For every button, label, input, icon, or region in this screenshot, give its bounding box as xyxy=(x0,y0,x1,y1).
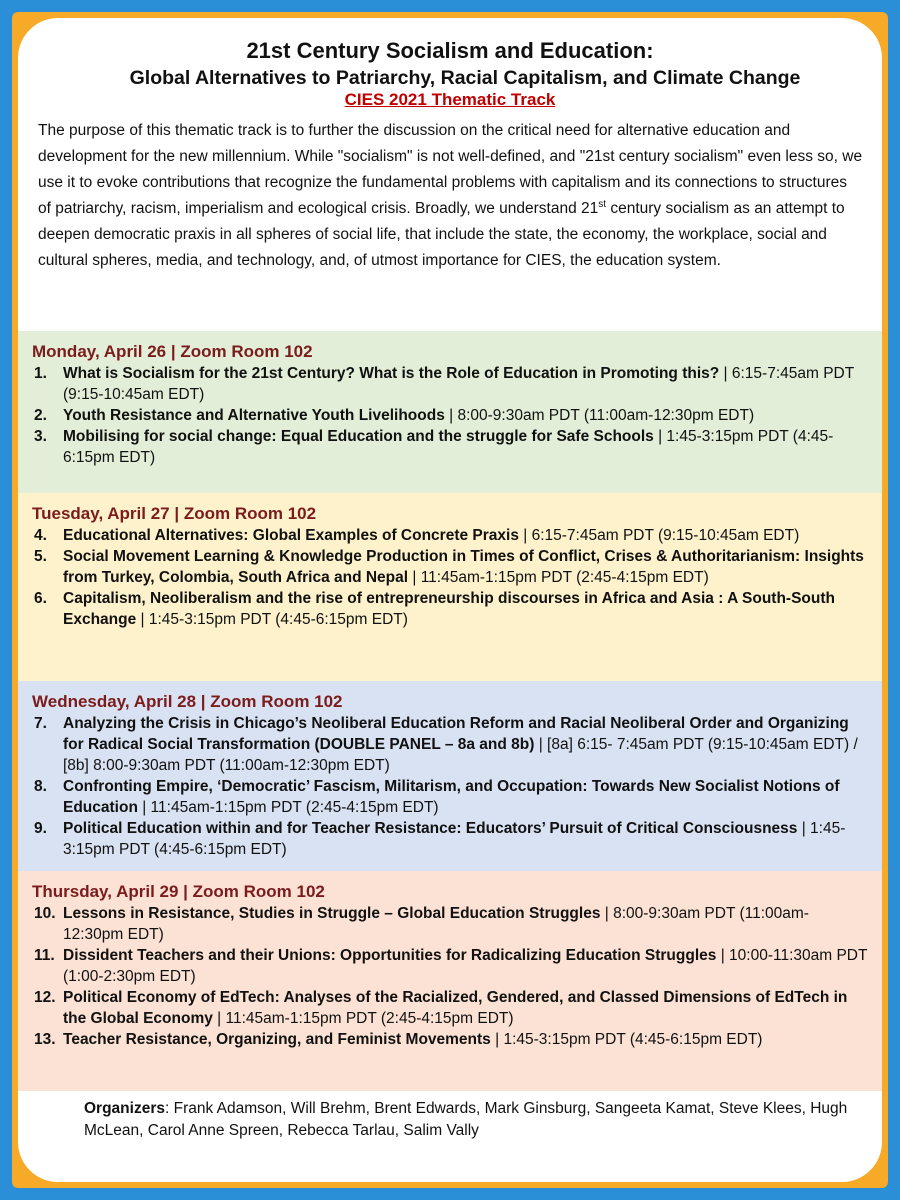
session-item xyxy=(18,987,868,1029)
session-number: 3. xyxy=(34,428,47,445)
session-item xyxy=(18,1029,868,1050)
session-title: Dissident Teachers and their Unions: Opportunities for Radicalizing Education Struggles xyxy=(63,947,717,964)
flyer-card xyxy=(18,18,882,1182)
session-title: Capitalism, Neoliberalism and the rise of entrepreneurship discourses in Africa and Asia : A South-South Exchange xyxy=(63,590,835,628)
session-number: 13. xyxy=(34,1031,56,1048)
day-heading: Tuesday, April 27 | Zoom Room 102 xyxy=(32,504,317,523)
session-title: Political Economy of EdTech: Analyses of the Racialized, Gendered, and Classed Dimensions of EdTech in the Global Economy xyxy=(63,989,848,1027)
session-title: What is Socialism for the 21st Century? What is the Role of Education in Promoting this? xyxy=(63,365,720,382)
session-time: | 8:00-9:30am PDT (11:00am-12:30pm EDT) xyxy=(63,905,809,943)
intro-text-1: The purpose of this thematic track is to further the discussion on the critical need for alternative education and development for the new millennium. While "socialism" is not well-defined, and "21st century socialism" even less so, we use it to evoke contributions that recognize the fundamental problems with capitalism and its connections to structures of patriarchy, racism, imperialism and ecological crisis. Broadly, we understand 21 xyxy=(38,122,863,217)
session-time: | 6:15-7:45am PDT (9:15-10:45am EDT) xyxy=(63,365,854,403)
session-number: 12. xyxy=(34,989,56,1006)
track-title: CIES 2021 Thematic Track xyxy=(344,90,556,109)
session-number: 7. xyxy=(34,715,47,732)
session-list xyxy=(18,363,882,468)
intro-text-2: century socialism as an attempt to deepen democratic praxis in all spheres of social life, that include the state, the economy, the workplace, social and cultural spheres, media, and technology, and, of utmost importance for CIES, the education system. xyxy=(38,200,845,269)
session-time: | 8:00-9:30am PDT (11:00am-12:30pm EDT) xyxy=(444,407,755,424)
day-heading: Wednesday, April 28 | Zoom Room 102 xyxy=(32,692,343,711)
session-title: Social Movement Learning & Knowledge Production in Times of Conflict, Crises & Authoritarianism: Insights from Turkey, Colombia, South Africa and Nepal xyxy=(63,548,864,586)
day-section-tuesday xyxy=(18,493,882,681)
session-item xyxy=(18,818,868,860)
session-title: Lessons in Resistance, Studies in Struggle – Global Education Struggles xyxy=(63,905,601,922)
session-time: | 11:45am-1:15pm PDT (2:45-4:15pm EDT) xyxy=(408,569,709,586)
session-number: 4. xyxy=(34,527,47,544)
session-item xyxy=(18,363,868,405)
session-title: Teacher Resistance, Organizing, and Feminist Movements xyxy=(63,1031,491,1048)
intro-paragraph xyxy=(38,118,864,274)
session-time: | [8a] 6:15- 7:45am PDT (9:15-10:45am EDT) / [8b] 8:00-9:30am PDT (11:00am-12:30pm EDT) xyxy=(63,736,858,774)
session-number: 11. xyxy=(34,947,55,964)
session-title: Political Education within and for Teacher Resistance: Educators’ Pursuit of Critical Consciousness xyxy=(63,820,798,837)
session-item xyxy=(18,776,868,818)
session-time: | 10:00-11:30am PDT (1:00-2:30pm EDT) xyxy=(63,947,868,985)
session-item xyxy=(18,945,868,987)
subtitle: Global Alternatives to Patriarchy, Racial Capitalism, and Climate Change xyxy=(129,67,801,89)
day-heading: Monday, April 26 | Zoom Room 102 xyxy=(32,342,313,361)
organizers xyxy=(84,1098,864,1142)
session-number: 8. xyxy=(34,778,47,795)
session-time: | 1:45-3:15pm PDT (4:45-6:15pm EDT) xyxy=(136,611,408,628)
session-item xyxy=(18,525,868,546)
day-section-wednesday xyxy=(18,681,882,871)
session-list xyxy=(18,903,882,1050)
session-time: | 1:45-3:15pm PDT (4:45-6:15pm EDT) xyxy=(63,428,834,466)
session-number: 10. xyxy=(34,905,56,922)
intro-superscript: st xyxy=(598,198,607,210)
session-title: Analyzing the Crisis in Chicago’s Neoliberal Education Reform and Racial Neoliberal Order and Organizing for Radical Social Transformation (DOUBLE PANEL – 8a and 8b) xyxy=(63,715,849,753)
session-item xyxy=(18,426,868,468)
session-item xyxy=(18,405,868,426)
session-time: | 1:45-3:15pm PDT (4:45-6:15pm EDT) xyxy=(63,820,846,858)
session-time: | 11:45am-1:15pm PDT (2:45-4:15pm EDT) xyxy=(137,799,439,816)
session-number: 1. xyxy=(34,365,47,382)
session-time: | 1:45-3:15pm PDT (4:45-6:15pm EDT) xyxy=(490,1031,763,1048)
day-section-thursday xyxy=(18,871,882,1091)
session-number: 5. xyxy=(34,548,47,565)
session-title: Youth Resistance and Alternative Youth Livelihoods xyxy=(63,407,445,424)
session-item xyxy=(18,546,868,588)
session-title: Confronting Empire, ‘Democratic’ Fascism, Militarism, and Occupation: Towards New Socialist Notions of Education xyxy=(63,778,840,816)
session-list xyxy=(18,525,882,630)
session-list xyxy=(18,713,882,860)
session-title: Educational Alternatives: Global Examples of Concrete Praxis xyxy=(63,527,519,544)
organizers-label: Organizers xyxy=(84,1100,165,1117)
session-number: 2. xyxy=(34,407,47,424)
day-heading: Thursday, April 29 | Zoom Room 102 xyxy=(32,882,325,901)
session-title: Mobilising for social change: Equal Education and the struggle for Safe Schools xyxy=(63,428,654,445)
session-time: | 11:45am-1:15pm PDT (2:45-4:15pm EDT) xyxy=(212,1010,514,1027)
main-title: 21st Century Socialism and Education: xyxy=(246,38,654,63)
day-section-monday xyxy=(18,331,882,493)
organizers-names: : Frank Adamson, Will Brehm, Brent Edwards, Mark Ginsburg, Sangeeta Kamat, Steve Klees, Hugh McLean, Carol Anne Spreen, Rebecca Tarlau, Salim Vally xyxy=(84,1100,848,1139)
session-number: 9. xyxy=(34,820,47,837)
session-item xyxy=(18,903,868,945)
session-time: | 6:15-7:45am PDT (9:15-10:45am EDT) xyxy=(518,527,800,544)
session-item xyxy=(18,713,868,776)
session-item xyxy=(18,588,868,630)
session-number: 6. xyxy=(34,590,47,607)
